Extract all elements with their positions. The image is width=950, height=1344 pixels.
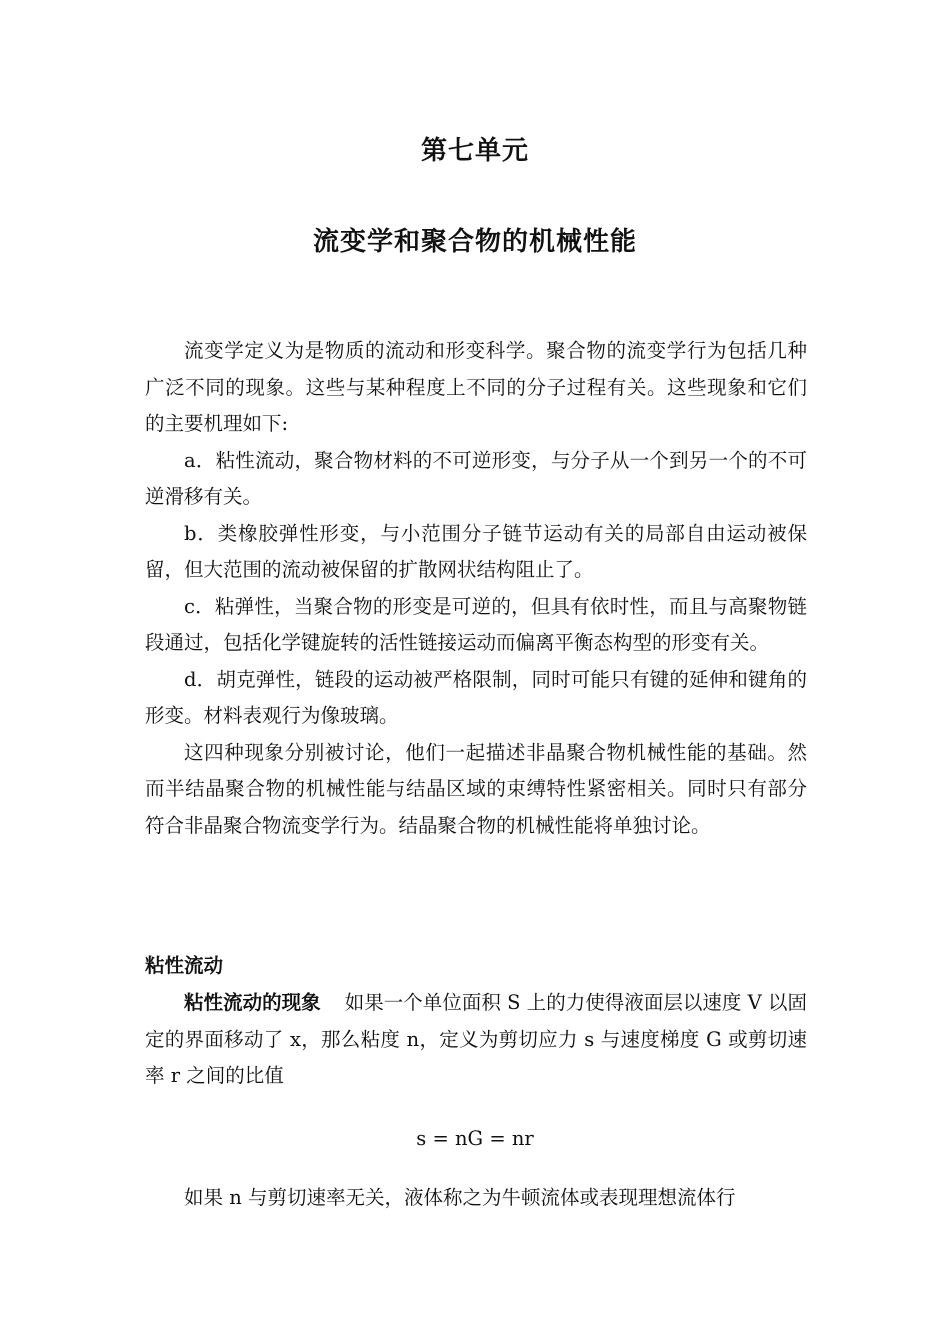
section-heading: 粘性流动: [145, 954, 224, 977]
subsection-block: [145, 985, 807, 1095]
subsection-paragraph: [145, 985, 807, 1095]
subsection-lead: 粘性流动的现象: [184, 991, 321, 1014]
intro-paragraph: 流变学定义为是物质的流动和形变科学。聚合物的流变学行为包括几种广泛不同的现象。这些与某种程度上不同的分子过程有关。这些现象和它们的主要机理如下:: [145, 339, 807, 435]
subsection-text: 如果一个单位面积 S 上的力使得液面层以速度 V 以固定的界面移动了 x，那么粘度 n，定义为剪切应力 s 与速度梯度 G 或剪切速率 r 之间的比值: [145, 991, 807, 1087]
final-paragraph: 如果 n 与剪切速率无关，液体称之为牛顿流体或表现理想流体行: [184, 1186, 736, 1209]
unit-title: 第七单元: [420, 136, 529, 166]
chapter-title: 流变学和聚合物的机械性能: [312, 227, 637, 257]
list-item-c: c．粘弹性，当聚合物的形变是可逆的，但具有依时性，而且与高聚物链段通过，包括化学键旋转的活性链接运动而偏离平衡态构型的形变有关。: [145, 594, 807, 654]
list-item-a: a．粘性流动，聚合物材料的不可逆形变，与分子从一个到另一个的不可逆滑移有关。: [145, 448, 807, 508]
final-section: [145, 1180, 807, 1217]
equation: s = nG = nr: [416, 1127, 534, 1150]
list-item-b: b．类橡胶弹性形变，与小范围分子链节运动有关的局部自由运动被保留，但大范围的流动被保留的扩散网状结构阻止了。: [145, 521, 807, 581]
list-item-d: d．胡克弹性，链段的运动被严格限制，同时可能只有键的延伸和键角的形变。材料表观行为像玻璃。: [145, 667, 807, 727]
summary-paragraph: 这四种现象分别被讨论，他们一起描述非晶聚合物机械性能的基础。然而半结晶聚合物的机械性能与结晶区域的束缚特性紧密相关。同时只有部分符合非晶聚合物流变学行为。结晶聚合物的机械性能将单独讨论。: [145, 740, 807, 837]
intro-section: [145, 333, 807, 844]
